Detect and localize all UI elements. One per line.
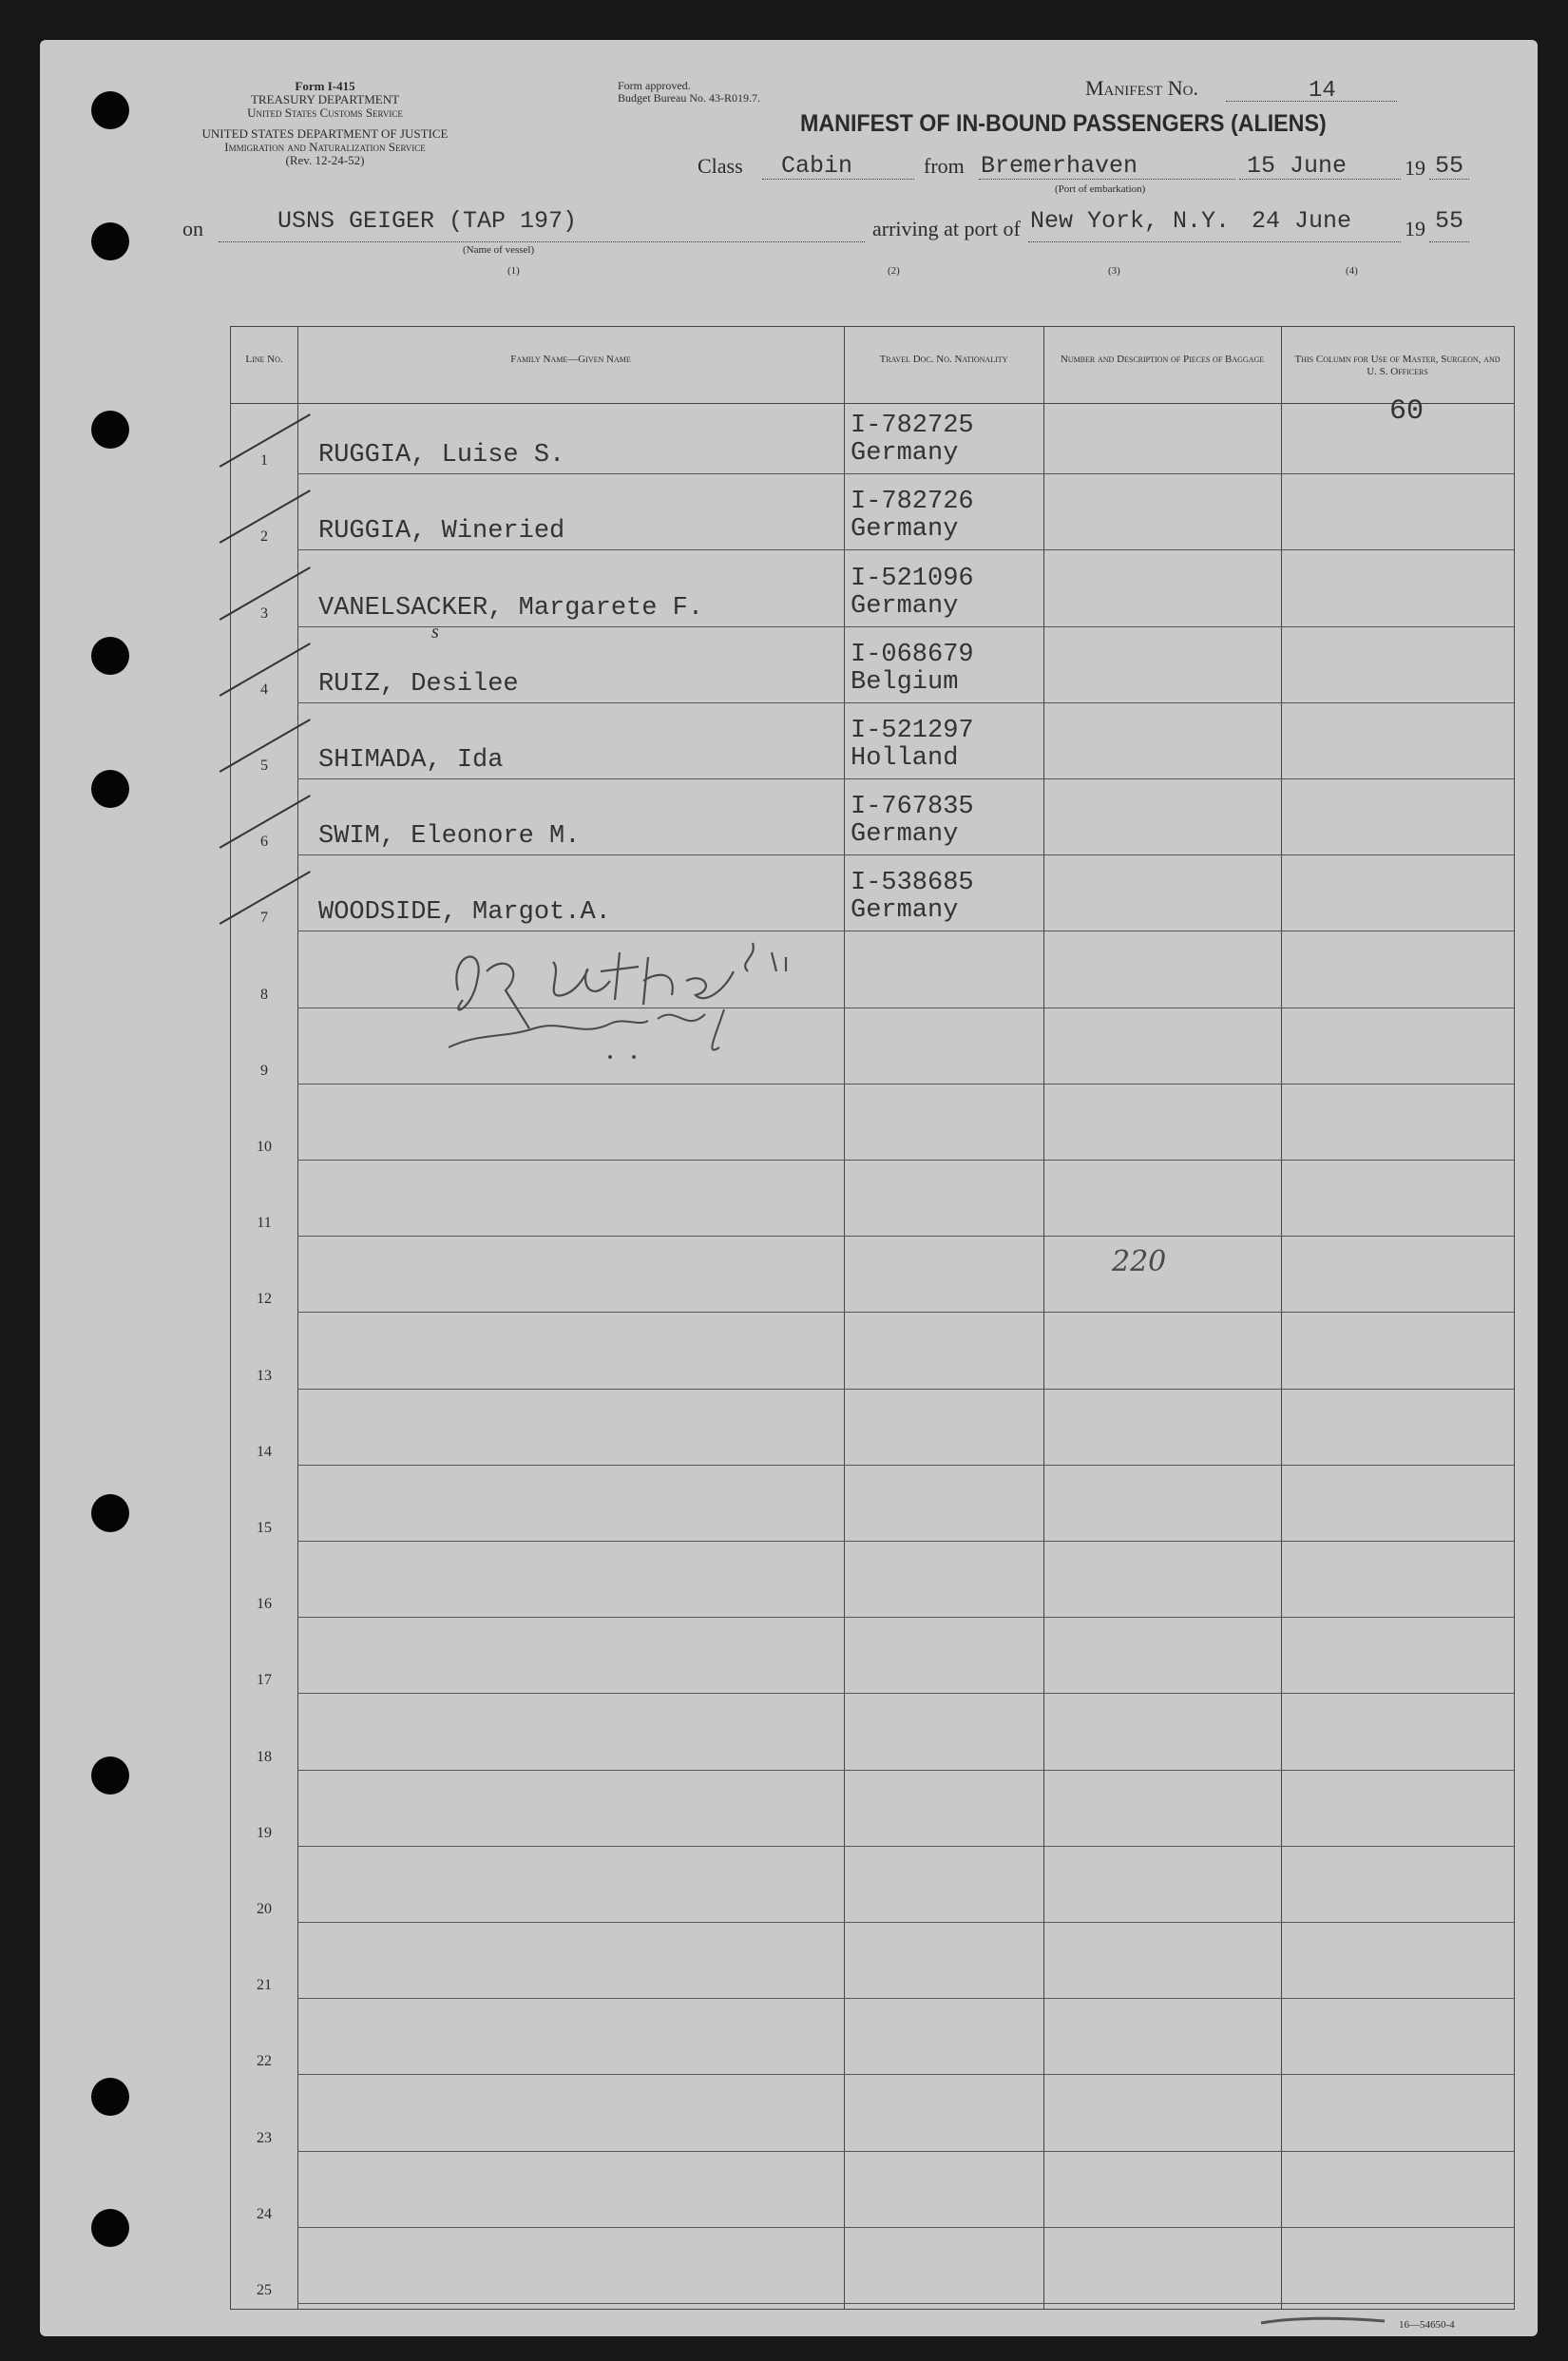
arriving-label: arriving at port of: [872, 217, 1021, 240]
nationality: Germany: [851, 439, 959, 469]
travel-doc-number: I-767835: [851, 793, 974, 822]
travel-doc-number: I-782725: [851, 412, 974, 441]
column-header-baggage: Number and Description of Pieces of Baggage: [1060, 354, 1265, 365]
class-label: Class: [698, 154, 743, 178]
binder-hole: [91, 770, 129, 808]
column-header-officers: This Column for Use of Master, Surgeon, and U. S. Officers: [1294, 354, 1501, 377]
line-number: 4: [260, 681, 268, 698]
nationality: Germany: [851, 820, 959, 850]
line-number: 25: [257, 2282, 272, 2298]
officer-note: 60: [1389, 395, 1425, 428]
binder-hole: [91, 2209, 129, 2247]
row-rule: [297, 2227, 1514, 2228]
row-rule: [297, 2303, 1514, 2304]
line-number: 21: [257, 1977, 272, 1994]
line-number: 20: [257, 1901, 272, 1917]
nationality: Holland: [851, 744, 959, 773]
column-divider: [1281, 327, 1282, 2309]
column-marker-4: (4): [1346, 265, 1358, 277]
binder-hole: [91, 91, 129, 129]
row-rule: [297, 1465, 1514, 1466]
row-rule: [297, 702, 1514, 703]
approval-block: Form approved. Budget Bureau No. 43-R019.7.: [618, 79, 760, 105]
departure-date: 15 June: [1247, 152, 1348, 180]
passenger-name: SWIM, Eleonore M.: [318, 822, 581, 852]
column-marker-3: (3): [1108, 265, 1120, 277]
nationality: Germany: [851, 591, 959, 621]
from-label: from: [924, 154, 965, 178]
row-rule: [297, 1922, 1514, 1923]
column-header-name: Family Name—Given Name: [510, 354, 631, 365]
line-number: 17: [257, 1672, 272, 1689]
line-number: 6: [260, 834, 268, 851]
year-suffix-1: 55: [1435, 152, 1464, 180]
line-number: 1: [260, 452, 268, 470]
manifest-no-label: Manifest No.: [1085, 76, 1198, 100]
line-number: 14: [257, 1443, 272, 1460]
row-rule: [297, 1541, 1514, 1542]
row-rule: [297, 473, 1514, 474]
row-rule: [297, 626, 1514, 627]
row-rule: [297, 1617, 1514, 1618]
line-number: 8: [260, 986, 268, 1003]
manifest-sheet: [40, 40, 1538, 2336]
passenger-name: SHIMADA, Ida: [318, 746, 504, 775]
vessel-caption: (Name of vessel): [463, 244, 535, 256]
document-title: MANIFEST OF IN-BOUND PASSENGERS (ALIENS): [800, 110, 1327, 137]
nationality: Germany: [851, 515, 959, 545]
nationality: Germany: [851, 896, 959, 926]
year-prefix-1: 19: [1405, 156, 1425, 180]
port-of-embarkation: Bremerhaven: [981, 152, 1138, 180]
passenger-name: VANELSACKER, Margarete F.: [318, 593, 704, 623]
form-id-block: Form I-415 TREASURY DEPARTMENT United States Customs Service UNITED STATES DEPARTMENT OF JUSTICE Immigration and Naturalization Service (Rev. 12-24-52): [201, 79, 449, 167]
line-number: 15: [257, 1520, 272, 1536]
form-code: 16—54650-4: [1399, 2319, 1455, 2331]
travel-doc-number: I-538685: [851, 869, 974, 898]
row-rule: [297, 1312, 1514, 1313]
row-rule: [297, 1389, 1514, 1390]
class-value: Cabin: [781, 152, 853, 180]
line-number: 9: [260, 1062, 268, 1079]
row-rule: [297, 2074, 1514, 2075]
year-suffix-2: 55: [1435, 207, 1464, 235]
line-number: 10: [257, 1139, 272, 1155]
binder-hole: [91, 2078, 129, 2116]
travel-doc-number: I-521297: [851, 717, 974, 745]
binder-hole: [91, 222, 129, 260]
port-embarkation-caption: (Port of embarkation): [1055, 183, 1146, 195]
travel-doc-number: I-782726: [851, 488, 974, 517]
line-number: 13: [257, 1367, 272, 1384]
passenger-name: WOODSIDE, Margot.A.: [318, 898, 611, 928]
passenger-name: RUIZ, Desilee: [318, 669, 519, 699]
ink-stroke: [1256, 2312, 1389, 2331]
on-label: on: [182, 217, 203, 240]
passenger-name: RUGGIA, Wineried: [318, 517, 565, 547]
row-rule: [297, 1084, 1514, 1085]
column-marker-1: (1): [507, 265, 520, 277]
line-number: 7: [260, 910, 268, 927]
row-rule: [297, 549, 1514, 550]
officer-signature: [420, 914, 857, 1066]
manifest-no-value: 14: [1309, 78, 1336, 104]
binder-hole: [91, 637, 129, 675]
travel-doc-number: I-068679: [851, 640, 974, 669]
line-number: 16: [257, 1596, 272, 1613]
year-prefix-2: 19: [1405, 217, 1425, 240]
line-number: 18: [257, 1748, 272, 1765]
line-number: 19: [257, 1824, 272, 1841]
line-number: 12: [257, 1291, 272, 1308]
baggage-note: 220: [1112, 1245, 1167, 1278]
row-rule: [297, 1998, 1514, 1999]
vessel-name: USNS GEIGER (TAP 197): [277, 207, 578, 235]
row-rule: [297, 854, 1514, 855]
travel-doc-number: I-521096: [851, 564, 974, 593]
row-rule: [297, 2151, 1514, 2152]
row-rule: [297, 1693, 1514, 1694]
row-rule: [297, 1846, 1514, 1847]
line-number: 24: [257, 2205, 272, 2222]
arrival-date: 24 June: [1252, 207, 1352, 235]
row-rule: [297, 1236, 1514, 1237]
line-number: 2: [260, 528, 268, 546]
arrival-port: New York, N.Y.: [1030, 207, 1231, 235]
header-rule: [231, 403, 1514, 404]
line-number: 23: [257, 2129, 272, 2146]
row-rule: [297, 1160, 1514, 1161]
binder-hole: [91, 1494, 129, 1532]
line-number: 3: [260, 605, 268, 622]
line-number: 22: [257, 2053, 272, 2070]
passenger-name: RUGGIA, Luise S.: [318, 441, 565, 470]
row-rule: [297, 778, 1514, 779]
binder-hole: [91, 1756, 129, 1795]
correction-mark: s: [431, 622, 439, 643]
row-rule: [297, 1770, 1514, 1771]
nationality: Belgium: [851, 667, 959, 697]
column-header-line-no: Line No.: [245, 354, 283, 365]
column-divider: [297, 327, 298, 2309]
column-divider: [1043, 327, 1044, 2309]
column-header-travel-doc: Travel Doc. No. Nationality: [879, 354, 1008, 365]
binder-hole: [91, 411, 129, 449]
line-number: 11: [257, 1215, 272, 1232]
column-marker-2: (2): [888, 265, 900, 277]
column-divider: [844, 327, 845, 2309]
passenger-table: [230, 326, 1515, 2310]
line-number: 5: [260, 758, 268, 774]
